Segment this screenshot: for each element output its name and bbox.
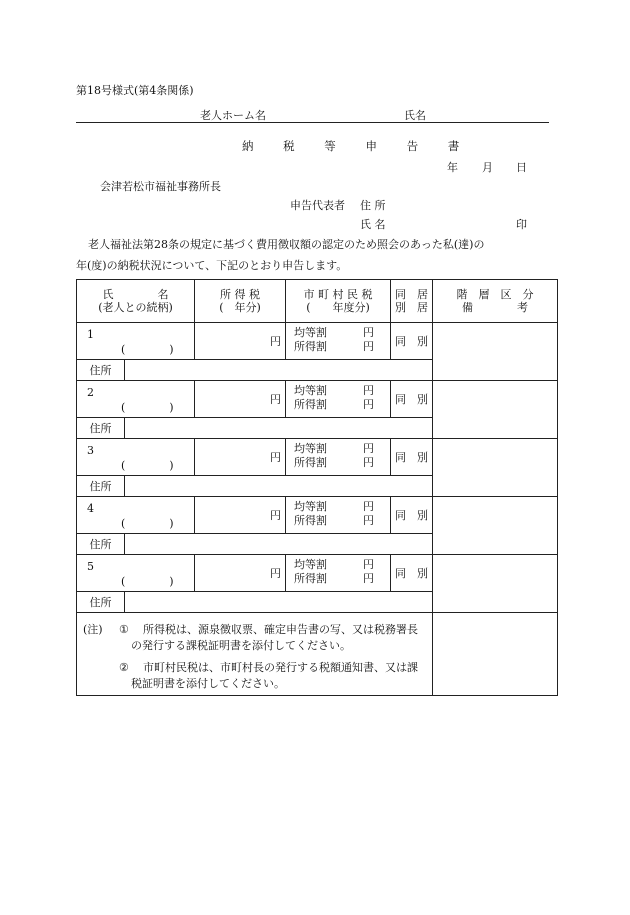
notes-label: (注) xyxy=(83,623,103,636)
address-field[interactable] xyxy=(125,360,433,381)
table-header-row xyxy=(77,280,558,323)
table-row xyxy=(77,381,558,418)
relation-field: ( ) xyxy=(121,575,174,588)
income-tax-cell[interactable] xyxy=(195,439,286,476)
cohabitation-options: 同 別 xyxy=(395,508,428,522)
yen-unit: 円 xyxy=(270,566,281,580)
header-remarks: 備 考 xyxy=(462,301,528,314)
per-capita-yen: 円 xyxy=(363,500,374,513)
header-name: 氏 名 xyxy=(102,288,169,301)
income-levy-yen: 円 xyxy=(363,514,374,527)
header-municipal-tax-year: ( 年度分) xyxy=(306,301,370,314)
body-line-1: 老人福祉法第28条の規定に基づく費用徴収額の認定のため照会のあった私(達)の xyxy=(88,238,485,251)
income-tax-cell[interactable] xyxy=(195,555,286,592)
class-remarks-cell[interactable] xyxy=(433,323,558,381)
cohabitation-cell[interactable] xyxy=(391,381,433,418)
address-label-cell xyxy=(77,476,125,497)
notes-remarks-cell[interactable] xyxy=(433,613,558,696)
person-name-cell[interactable] xyxy=(77,381,195,418)
cohabitation-options: 同 別 xyxy=(395,334,428,348)
note-1-mark: ① xyxy=(119,623,129,636)
table-row xyxy=(77,439,558,476)
header-underline xyxy=(76,122,549,123)
yen-unit: 円 xyxy=(270,392,281,406)
header-cohabiting: 同 居 xyxy=(395,288,428,301)
header-class-cell xyxy=(433,280,558,323)
address-field[interactable] xyxy=(125,534,433,555)
header-class: 階 層 区 分 xyxy=(456,288,534,301)
municipal-tax-cell[interactable] xyxy=(286,497,391,534)
table-row xyxy=(77,323,558,360)
header-income-tax: 所 得 税 xyxy=(220,288,260,301)
person-name-cell[interactable] xyxy=(77,497,195,534)
cohabitation-cell[interactable] xyxy=(391,497,433,534)
person-name-cell[interactable] xyxy=(77,439,195,476)
header-cohabitation-cell xyxy=(391,280,433,323)
cohabitation-options: 同 別 xyxy=(395,450,428,464)
row-number: 5 xyxy=(87,560,94,573)
income-levy-yen: 円 xyxy=(363,398,374,411)
seal-mark: 印 xyxy=(516,218,527,231)
person-name-cell[interactable] xyxy=(77,323,195,360)
per-capita-label: 均等割 xyxy=(294,558,327,571)
header-municipal-tax: 市 町 村 民 税 xyxy=(303,288,373,301)
municipal-tax-cell[interactable] xyxy=(286,323,391,360)
per-capita-label: 均等割 xyxy=(294,500,327,513)
per-capita-yen: 円 xyxy=(363,558,374,571)
address-label: 住所 xyxy=(89,363,112,377)
yen-unit: 円 xyxy=(270,450,281,464)
notes-row xyxy=(77,613,558,696)
relation-field: ( ) xyxy=(121,517,174,530)
address-field[interactable] xyxy=(125,592,433,613)
income-levy-label: 所得割 xyxy=(294,514,327,527)
notes-cell xyxy=(77,613,433,696)
yen-unit: 円 xyxy=(270,508,281,522)
declarant-name-label: 氏 名 xyxy=(360,218,386,231)
class-remarks-cell[interactable] xyxy=(433,381,558,439)
yen-unit: 円 xyxy=(270,334,281,348)
header-separate: 別 居 xyxy=(395,301,428,314)
per-capita-yen: 円 xyxy=(363,384,374,397)
address-label-cell xyxy=(77,418,125,439)
income-tax-cell[interactable] xyxy=(195,381,286,418)
note-1-line-1: 所得税は、源泉徴収票、確定申告書の写、又は税務署長 xyxy=(143,623,418,636)
income-tax-cell[interactable] xyxy=(195,323,286,360)
per-capita-label: 均等割 xyxy=(294,384,327,397)
per-capita-yen: 円 xyxy=(363,442,374,455)
declarant-label: 申告代表者 xyxy=(290,199,345,212)
municipal-tax-cell[interactable] xyxy=(286,381,391,418)
cohabitation-options: 同 別 xyxy=(395,392,428,406)
header-income-tax-cell xyxy=(195,280,286,323)
address-label: 住所 xyxy=(89,421,112,435)
header-relation: (老人との続柄) xyxy=(98,301,173,314)
address-label-cell xyxy=(77,592,125,613)
address-label-cell xyxy=(77,360,125,381)
cohabitation-cell[interactable] xyxy=(391,555,433,592)
page-title: 納 税 等 申 告 書 xyxy=(242,139,473,153)
cohabitation-cell[interactable] xyxy=(391,323,433,360)
income-levy-yen: 円 xyxy=(363,572,374,585)
address-field[interactable] xyxy=(125,418,433,439)
income-levy-yen: 円 xyxy=(363,456,374,469)
tax-declaration-table xyxy=(76,279,558,696)
address-label: 住所 xyxy=(89,479,112,493)
home-name-label: 老人ホーム名 xyxy=(200,109,266,122)
row-number: 1 xyxy=(87,328,94,341)
per-capita-label: 均等割 xyxy=(294,326,327,339)
address-label: 住所 xyxy=(89,537,112,551)
row-number: 3 xyxy=(87,444,94,457)
income-levy-label: 所得割 xyxy=(294,398,327,411)
income-tax-cell[interactable] xyxy=(195,497,286,534)
relation-field: ( ) xyxy=(121,459,174,472)
cohabitation-options: 同 別 xyxy=(395,566,428,580)
form-id: 第18号様式(第4条関係) xyxy=(76,84,194,97)
table-row xyxy=(77,497,558,534)
header-name-cell xyxy=(77,280,195,323)
per-capita-yen: 円 xyxy=(363,326,374,339)
address-label-cell xyxy=(77,534,125,555)
declarant-address-label: 住 所 xyxy=(360,199,386,212)
relation-field: ( ) xyxy=(121,343,174,356)
table-row xyxy=(77,555,558,592)
address-field[interactable] xyxy=(125,476,433,497)
income-levy-label: 所得割 xyxy=(294,340,327,353)
class-remarks-cell[interactable] xyxy=(433,555,558,613)
per-capita-label: 均等割 xyxy=(294,442,327,455)
address-label: 住所 xyxy=(89,595,112,609)
body-line-2: 年(度)の納税状況について、下記のとおり申告します。 xyxy=(76,259,348,272)
date-month: 月 xyxy=(482,161,493,174)
addressee: 会津若松市福祉事務所長 xyxy=(100,180,221,193)
resident-name-label: 氏名 xyxy=(404,109,426,122)
note-2-mark: ② xyxy=(119,661,129,674)
note-1-line-2: の発行する課税証明書を添付してください。 xyxy=(131,639,351,652)
date-day: 日 xyxy=(516,161,527,174)
row-number: 2 xyxy=(87,386,94,399)
note-2-line-2: 税証明書を添付してください。 xyxy=(131,677,285,690)
income-levy-label: 所得割 xyxy=(294,456,327,469)
municipal-tax-cell[interactable] xyxy=(286,555,391,592)
cohabitation-cell[interactable] xyxy=(391,439,433,476)
header-municipal-tax-cell xyxy=(286,280,391,323)
person-name-cell[interactable] xyxy=(77,555,195,592)
row-number: 4 xyxy=(87,502,94,515)
date-year: 年 xyxy=(447,161,458,174)
income-levy-yen: 円 xyxy=(363,340,374,353)
relation-field: ( ) xyxy=(121,401,174,414)
class-remarks-cell[interactable] xyxy=(433,439,558,497)
class-remarks-cell[interactable] xyxy=(433,497,558,555)
income-levy-label: 所得割 xyxy=(294,572,327,585)
header-income-tax-year: ( 年分) xyxy=(219,301,261,314)
municipal-tax-cell[interactable] xyxy=(286,439,391,476)
note-2-line-1: 市町村民税は、市町村長の発行する税額通知書、又は課 xyxy=(143,661,418,674)
